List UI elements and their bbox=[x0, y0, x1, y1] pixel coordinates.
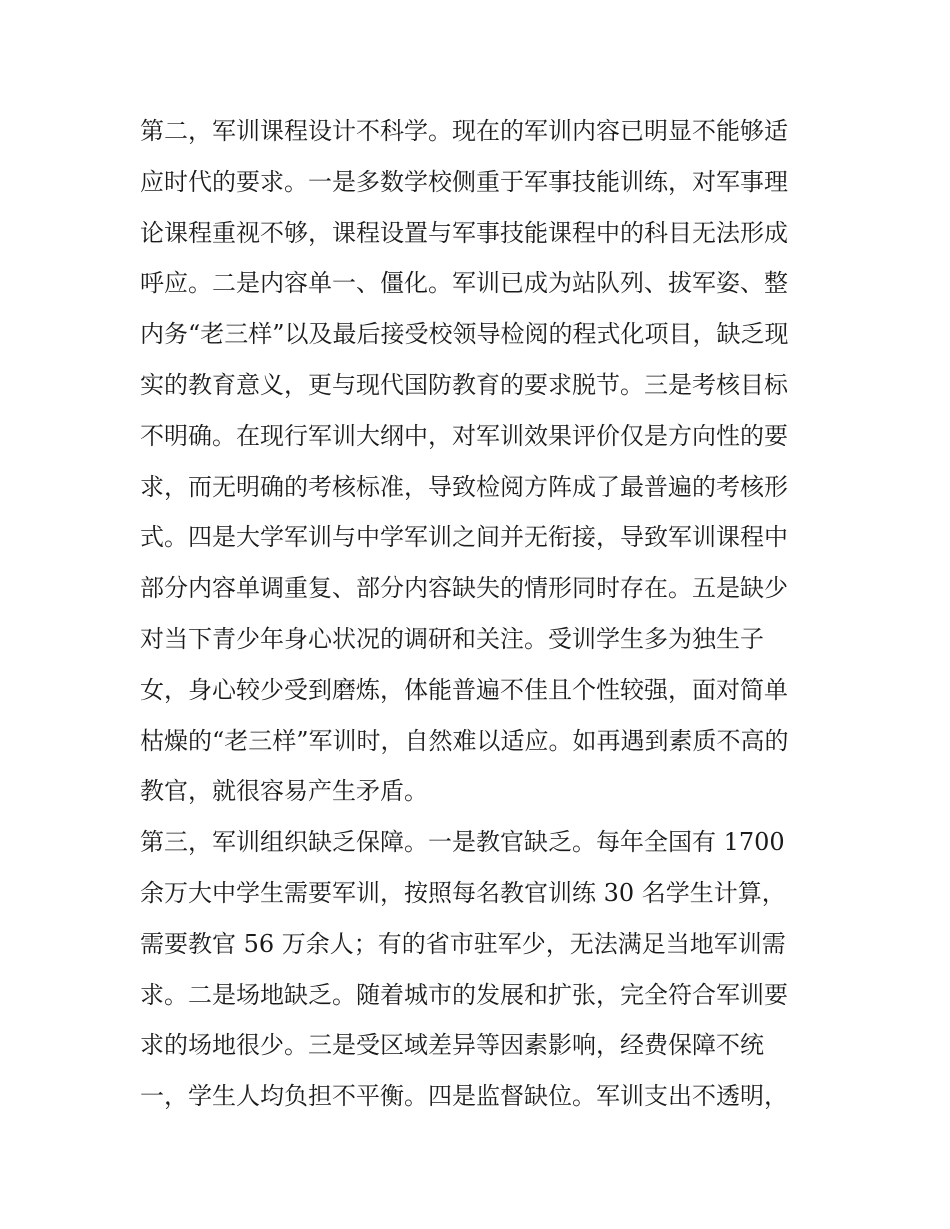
body-text bbox=[140, 106, 820, 1122]
text-line: 余万大中学生需要军训，按照每名教官训练 30 名学生计算， bbox=[140, 878, 786, 907]
text-line: 求的场地很少。三是受区域差异等因素影响，经费保障不统 bbox=[140, 1031, 764, 1060]
text-line: 第三，军训组织缺乏保障。一是教官缺乏。每年全国有 1700 bbox=[140, 828, 785, 857]
text-line: 女，身心较少受到磨炼，体能普遍不佳且个性较强，面对简单 bbox=[140, 675, 788, 704]
text-line: 枯燥的“老三样”军训时，自然难以适应。如再遇到素质不高的 bbox=[140, 726, 789, 755]
text-line: 内务“老三样”以及最后接受校领导检阅的程式化项目，缺乏现 bbox=[140, 320, 789, 349]
text-line: 教官，就很容易产生矛盾。 bbox=[140, 777, 428, 806]
text-line: 对当下青少年身心状况的调研和关注。受训学生多为独生子 bbox=[140, 624, 764, 653]
text-line: 式。四是大学军训与中学军训之间并无衔接，导致军训课程中 bbox=[140, 523, 788, 552]
text-line: 呼应。二是内容单一、僵化。军训已成为站队列、拔军姿、整 bbox=[140, 269, 788, 298]
text-line: 实的教育意义，更与现代国防教育的要求脱节。三是考核目标 bbox=[140, 370, 788, 399]
text-line: 一，学生人均负担不平衡。四是监督缺位。军训支出不透明， bbox=[140, 1082, 788, 1111]
text-line: 论课程重视不够，课程设置与军事技能课程中的科目无法形成 bbox=[140, 218, 788, 247]
text-line: 部分内容单调重复、部分内容缺失的情形同时存在。五是缺少 bbox=[140, 574, 788, 603]
text-line: 求，而无明确的考核标准，导致检阅方阵成了最普遍的考核形 bbox=[140, 472, 788, 501]
text-line: 应时代的要求。一是多数学校侧重于军事技能训练，对军事理 bbox=[140, 167, 788, 196]
text-line: 求。二是场地缺乏。随着城市的发展和扩张，完全符合军训要 bbox=[140, 980, 788, 1009]
text-line: 不明确。在现行军训大纲中，对军训效果评价仅是方向性的要 bbox=[140, 421, 788, 450]
text-line: 第二，军训课程设计不科学。现在的军训内容已明显不能够适 bbox=[140, 117, 788, 145]
text-line: 需要教官 56 万余人；有的省市驻军少，无法满足当地军训需 bbox=[140, 929, 786, 958]
